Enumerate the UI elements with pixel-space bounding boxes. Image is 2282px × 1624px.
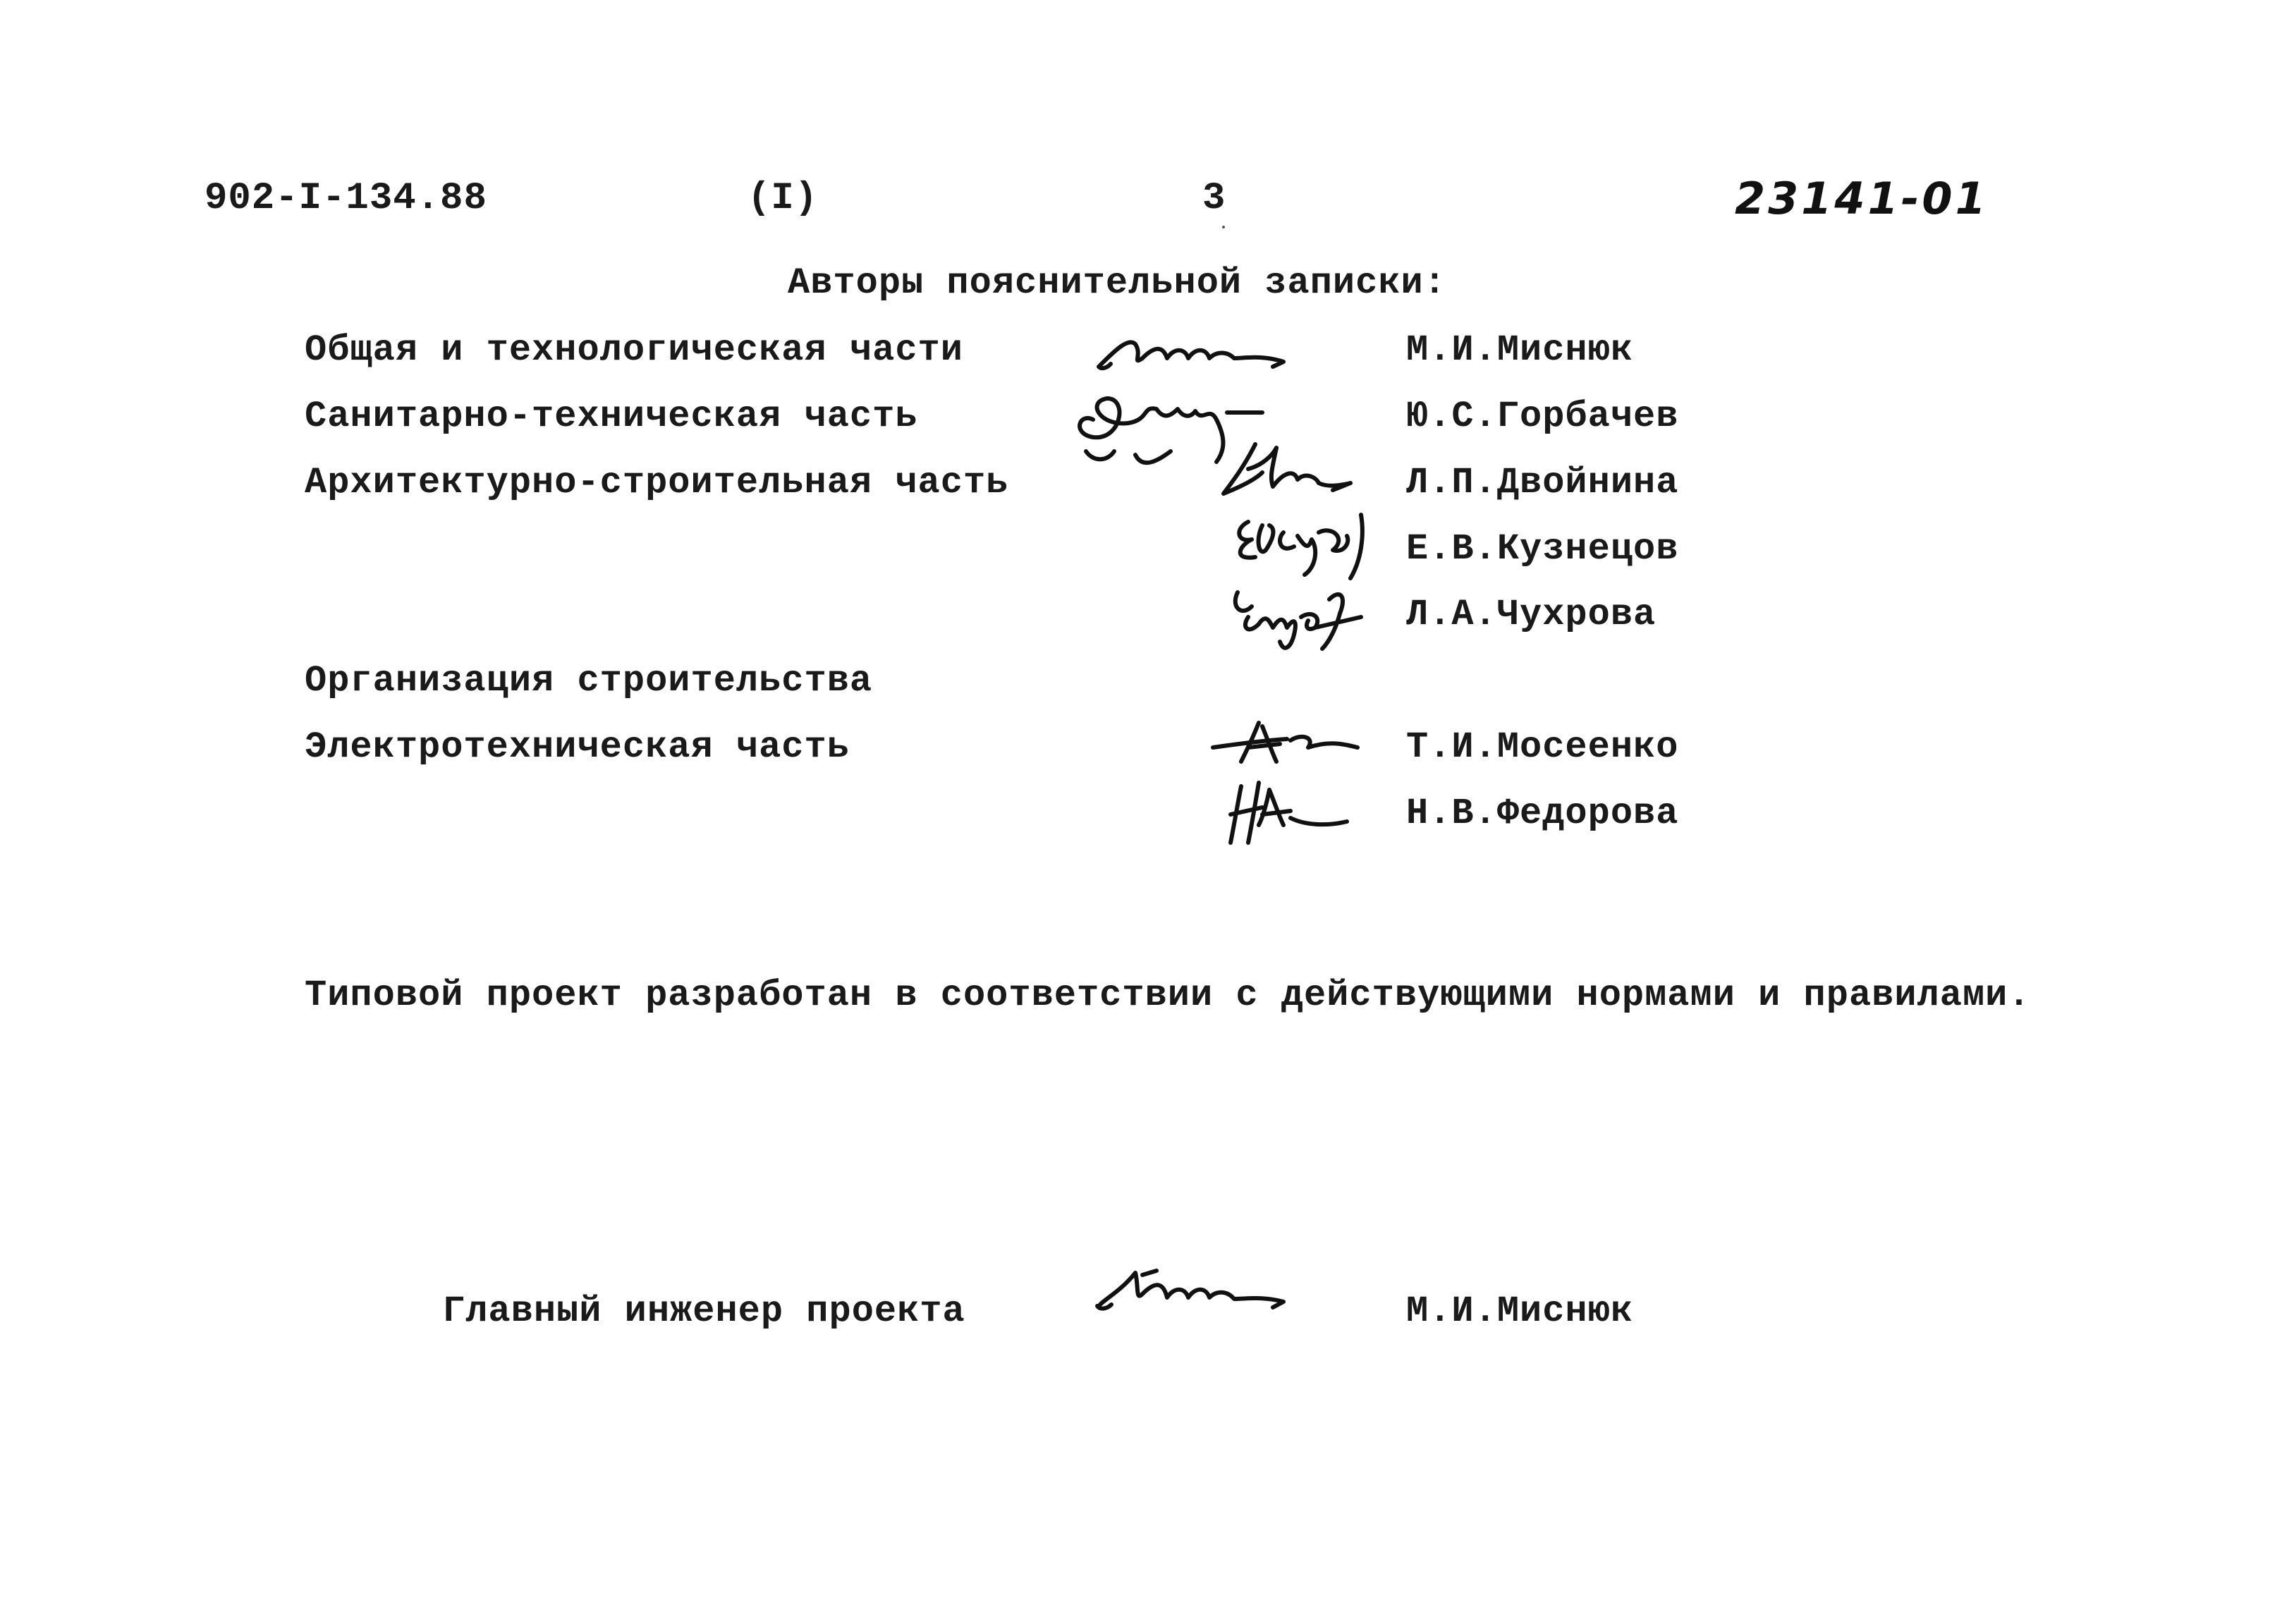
handwritten-number: 23141-01 (1735, 173, 1989, 224)
page-number-dot (1222, 226, 1225, 228)
author-name: Л.А.Чухрова (1406, 594, 1656, 635)
statement-text: Типовой проект разработан в соответствии с действующими нормами и правилами. (305, 975, 2031, 1016)
author-section: Организация строительства (305, 660, 873, 702)
signature-icon (1213, 437, 1354, 501)
author-name: Т.И.Мосеенко (1406, 726, 1679, 768)
chief-name: М.И.Миснюк (1406, 1290, 1634, 1332)
signature-icon (1227, 508, 1368, 585)
signature-icon (1093, 1255, 1291, 1319)
doc-code: 902-I-134.88 (205, 177, 487, 220)
author-name: Ю.С.Горбачев (1406, 396, 1679, 437)
author-section: Электротехническая часть (305, 726, 850, 768)
author-name: М.И.Миснюк (1406, 329, 1634, 371)
author-name: Е.В.Кузнецов (1406, 528, 1679, 570)
author-section: Общая и технологическая части (305, 329, 963, 371)
signature-icon (1093, 323, 1291, 379)
author-name: Н.В.Федорова (1406, 793, 1679, 834)
author-section: Санитарно-техническая часть (305, 396, 918, 437)
signature-icon (1227, 776, 1354, 846)
signature-icon (1224, 578, 1365, 656)
page-number: 3 (1202, 177, 1226, 220)
author-section: Архитектурно-строительная часть (305, 462, 1009, 503)
authors-title: Авторы пояснительной записки: (788, 262, 1446, 304)
part-number: (I) (748, 177, 819, 220)
chief-title: Главный инженер проекта (443, 1290, 965, 1332)
author-name: Л.П.Двойнина (1406, 462, 1679, 503)
signature-icon (1209, 712, 1365, 769)
